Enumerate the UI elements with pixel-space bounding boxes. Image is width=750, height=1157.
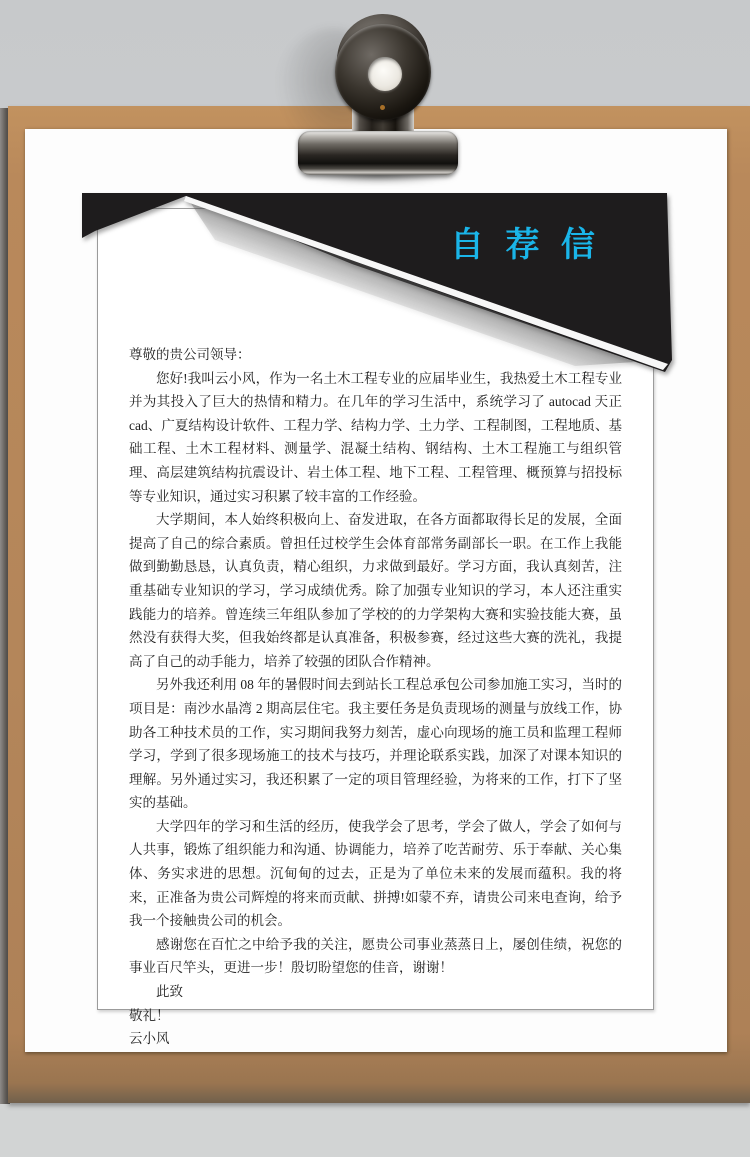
closing-jingli: 敬礼！ [129,1007,170,1023]
letter-content [97,208,654,1051]
binder-clip [295,20,465,180]
clip-jaw [298,131,458,175]
clip-glint [380,105,385,110]
paragraph-3: 另外我还利用 08 年的暑假时间去到站长工程总承包公司参加施工实习，当时的项目是：南沙水晶湾 2 期高层住宅。我主要任务是负责现场的测量与放线工作，协助各工种技术员的工作，实习期间我努力刻苦，虚心向现场的施工员和监理工程师学习，学到了很多现场施工的技术与技巧，并理论联系实践，加深了对课本知识的理解。另外通过实习，我还积累了一定的项目管理经验，为将来的工作，打下了坚实的基础。 [129,677,622,811]
paragraph-1: 您好!我叫云小风，作为一名土木工程专业的应届毕业生，我热爱土木工程专业并为其投入了巨大的热情和精力。在几年的学习生活中，系统学习了 autocad 天正 cad、广夏结构设计软件、工程力学、结构力学、土力学、工程制图，工程地质、基础工程、土木工程材料、测量学、混凝土结构、钢结构、土木工程施工与组织管理、高层建筑结构抗震设计、岩土体工程、地下工程、工程管理、概预算与招投标等专业知识，通过实习积累了较丰富的工作经验。 [129,370,622,504]
letter-title: 自 荐 信 [450,226,601,264]
paragraph-2: 大学期间，本人始终积极向上、奋发进取，在各方面都取得长足的发展，全面提高了自己的综合素质。曾担任过校学生会体育部常务副部长一职。在工作上我能做到勤勤恳恳，认真负责，精心组织，力求做到最好。学习方面，我认真刻苦，注重基础专业知识的学习，学习成绩优秀。除了加强专业知识的学习，本人还注重实践能力的培养。曾连续三年组队参加了学校的的力学架构大赛和实验技能大赛，虽然没有获得大奖，但我始终都是认真准备，积极参赛，经过这些大赛的洗礼，我提高了自己的动手能力，培养了较强的团队合作精神。 [129,512,622,669]
signature: 云小风 [129,1031,170,1047]
salutation: 尊敬的贵公司领导： [129,347,251,362]
clip-hole [368,57,402,91]
closing-zhici: 此致 [156,984,183,1000]
paragraph-5: 感谢您在百忙之中给予我的关注，愿贵公司事业蒸蒸日上，屡创佳绩，祝您的事业百尺竿头，更进一步！殷切盼望您的佳音，谢谢！ [129,936,622,976]
paragraph-4: 大学四年的学习和生活的经历，使我学会了思考，学会了做人，学会了如何与人共事，锻炼了组织能力和沟通、协调能力，培养了吃苦耐劳、乐于奉献、关心集体、务实求进的思想。沉甸甸的过去，正是为了单位未来的发展而蕴积。我的将来，正准备为贵公司辉煌的将来而贡献、拼搏!如蒙不弃，请贵公司来电查询，给予我一个接触贵公司的机会。 [129,818,622,929]
